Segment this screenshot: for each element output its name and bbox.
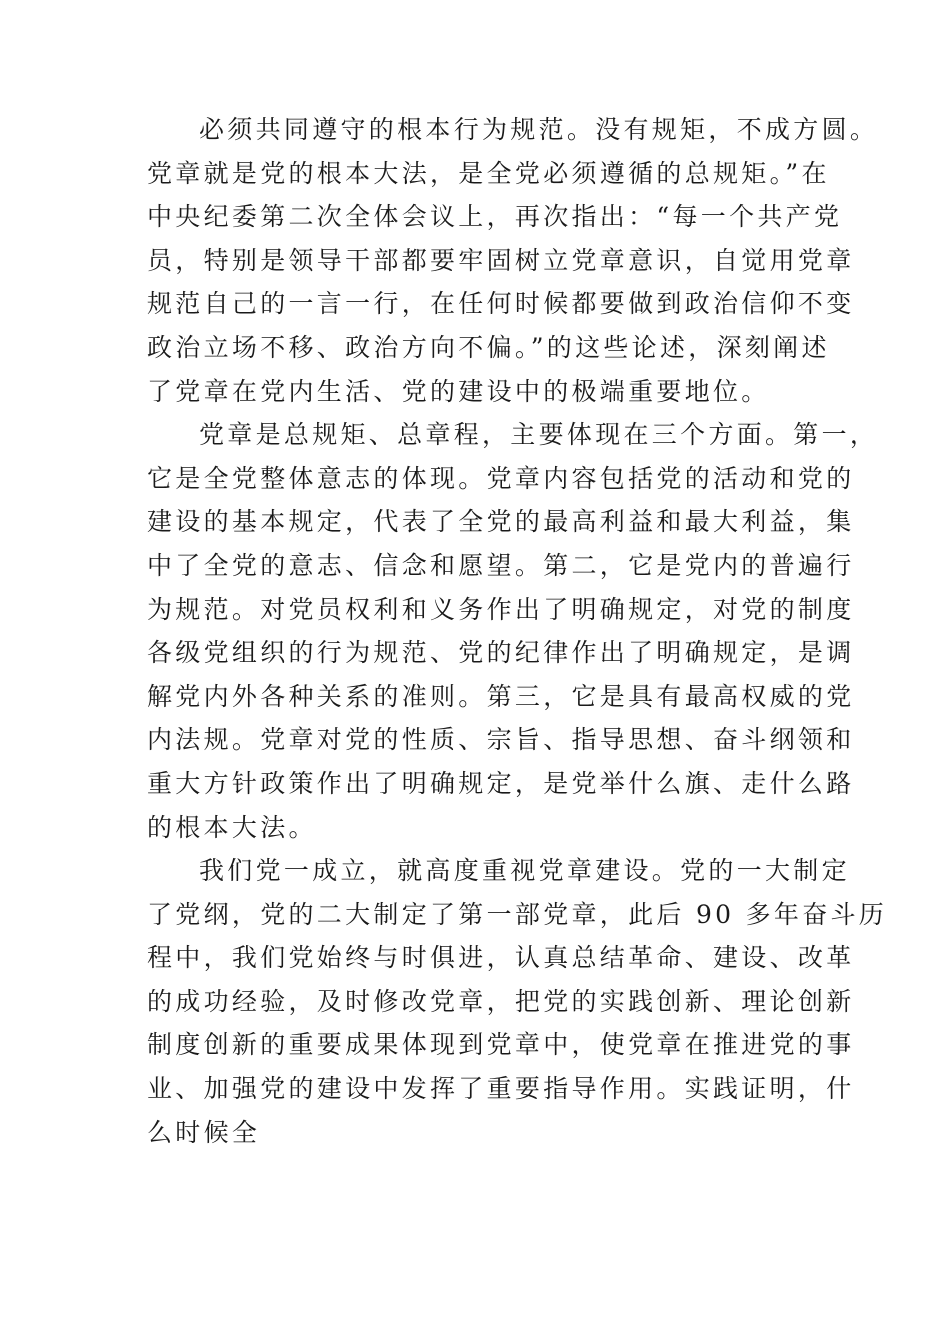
text-line: 必须共同遵守的根本行为规范。没有规矩，不成方圆。 bbox=[199, 115, 879, 144]
text-line: 解党内外各种关系的准则。第三，它是具有最高权威的党 bbox=[147, 681, 855, 711]
paragraph-3 bbox=[147, 849, 888, 1154]
text-line: 中央纪委第二次全体会议上，再次指出：“每一个共产党 bbox=[147, 202, 843, 232]
text-line: 了党章在党内生活、党的建设中的极端重要地位。 bbox=[147, 376, 770, 406]
text-line: 各级党组织的行为规范、党的纪律作出了明确规定，是调 bbox=[147, 638, 855, 668]
text-line: 建设的基本规定，代表了全党的最高利益和最大利益，集 bbox=[147, 507, 855, 537]
text-line: 政治立场不移、政治方向不偏。”的这些论述，深刻阐述 bbox=[147, 332, 830, 362]
text-line: 为规范。对党员权利和义务作出了明确规定，对党的制度 bbox=[147, 594, 855, 624]
text-line: 规范自己的一言一行，在任何时候都要做到政治信仰不变 bbox=[147, 289, 855, 319]
text-line: 的成功经验，及时修改党章，把党的实践创新、理论创新 bbox=[147, 986, 855, 1016]
text-line: 程中，我们党始终与时俱进，认真总结革命、建设、改革 bbox=[147, 943, 855, 973]
text-line: 内法规。党章对党的性质、宗旨、指导思想、奋斗纲领和 bbox=[147, 725, 855, 755]
text-line: 它是全党整体意志的体现。党章内容包括党的活动和党的 bbox=[147, 463, 855, 493]
document-body bbox=[147, 108, 888, 1154]
text-line: 党章就是党的根本大法，是全党必须遵循的总规矩。”在 bbox=[147, 158, 830, 188]
text-line: 员，特别是领导干部都要牢固树立党章意识，自觉用党章 bbox=[147, 245, 855, 275]
text-line: 了党纲，党的二大制定了第一部党章，此后 90 多年奋斗历 bbox=[147, 899, 888, 929]
text-line: 业、加强党的建设中发挥了重要指导作用。实践证明，什 bbox=[147, 1074, 855, 1104]
text-line: 我们党一成立，就高度重视党章建设。党的一大制定 bbox=[199, 856, 850, 886]
paragraph-1 bbox=[147, 108, 879, 413]
text-line: 么时候全 bbox=[147, 1117, 261, 1147]
text-line: 的根本大法。 bbox=[147, 812, 317, 842]
text-line: 党章是总规矩、总章程，主要体现在三个方面。第一， bbox=[199, 420, 879, 450]
text-line: 重大方针政策作出了明确规定，是党举什么旗、走什么路 bbox=[147, 768, 855, 798]
text-line: 中了全党的意志、信念和愿望。第二，它是党内的普遍行 bbox=[147, 550, 855, 580]
text-line: 制度创新的重要成果体现到党章中，使党章在推进党的事 bbox=[147, 1030, 855, 1060]
paragraph-2 bbox=[147, 413, 879, 849]
